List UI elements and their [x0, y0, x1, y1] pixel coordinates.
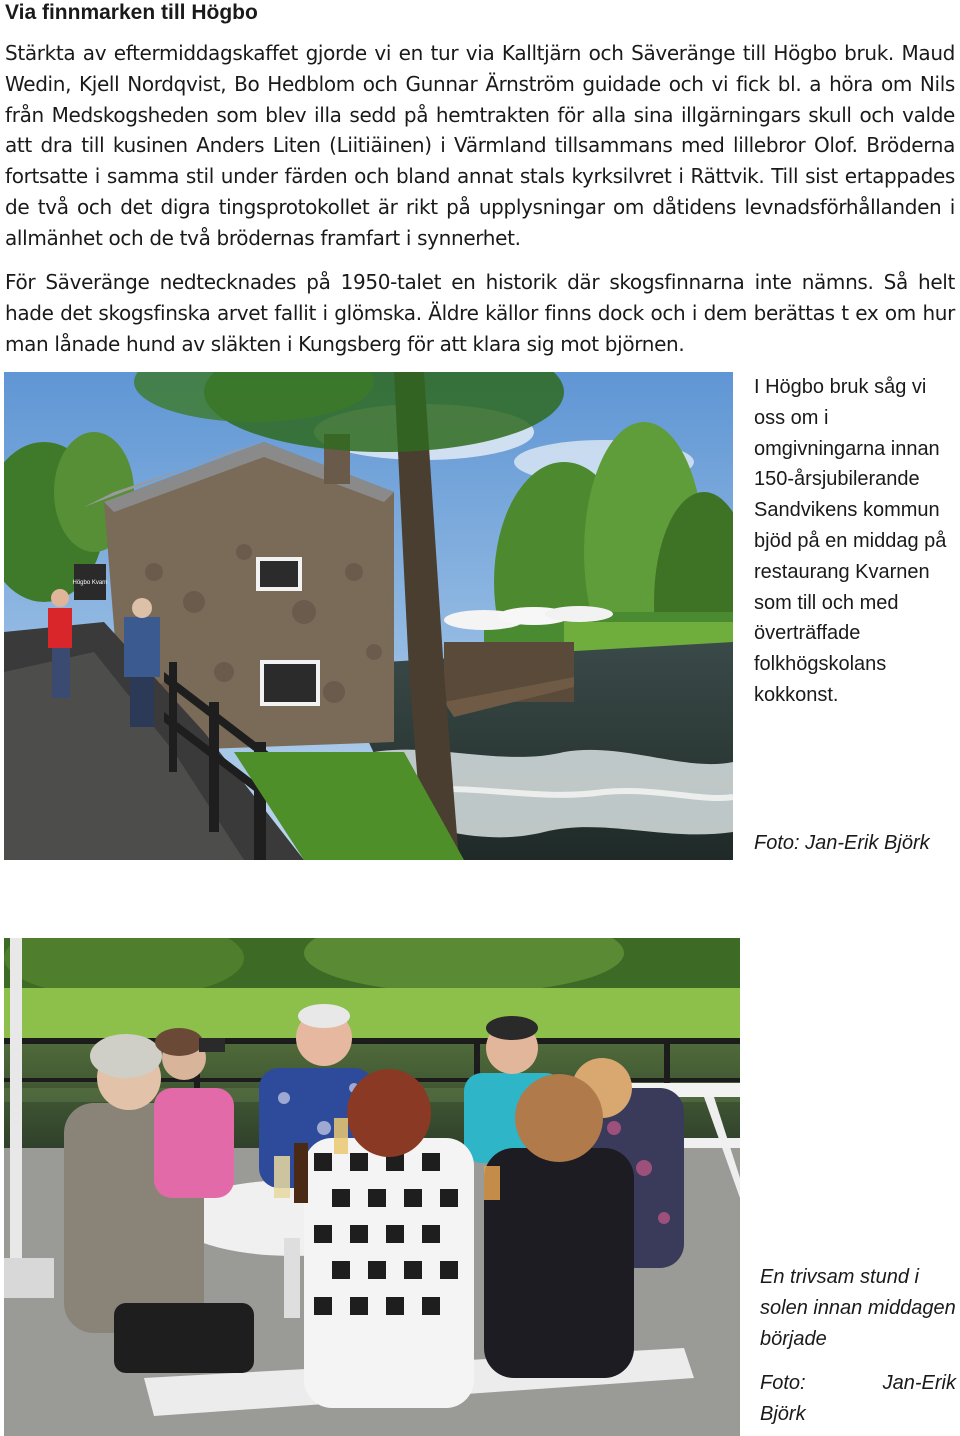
- group-photo-caption: En trivsam stund i solen innan middagen började: [760, 1266, 956, 1350]
- group-photo-credit-label: Foto:: [760, 1372, 806, 1394]
- article-heading: Via finnmarken till Högbo: [5, 1, 258, 24]
- article-paragraph-2: För Säveränge nedtecknades på 1950-talet en historik där skogsfinnarna inte nämns. Så helt hade det skogsfinska arvet fallit i glömska. Äldre källor finns dock och i dem berättas t ex om hur man lånade hund av släkten i Kungsberg för att klara sig mot björnen.: [5, 270, 955, 356]
- group-photo: [4, 938, 740, 1436]
- group-photo-credit-first: Jan-Erik: [882, 1372, 956, 1394]
- mill-photo: [4, 372, 733, 860]
- article-paragraph-1: Stärkta av eftermiddagskaffet gjorde vi en tur via Kalltjärn och Säveränge till Högbo bruk. Maud Wedin, Kjell Nordqvist, Bo Hedblom och Gunnar Ärnström guidade och vi fick bl. a höra om Nils från Medskogsheden som blev illa sedd på hemtrakten för alla sina illgärningars skull och valde att dra till kusinen Anders Liten (Liitiäinen) i Värmland tillsammans med lillebror Olof. Bröderna fortsatte i samma stil under färden och bland annat stals kyrksilvret i Rättvik. Till sist ertappades de två och det digra tingsprotokollet är rikt på upplysningar om dåtidens levnadsförhållanden i allmänhet och de två brödernas framfart i synnerhet.: [5, 41, 955, 250]
- group-photo-credit: [760, 1368, 956, 1430]
- group-photo-credit-last: Björk: [760, 1402, 806, 1425]
- mill-photo-caption: I Högbo bruk såg vi oss om i omgivningarna innan 150-årsjubilerande Sandvikens kommun bjöd på en middag på restaurang Kvarnen som till och med överträffade folkhögskolans kokkonst.: [754, 376, 947, 706]
- mill-photo-credit: Foto: Jan-Erik Björk: [754, 832, 930, 854]
- mill-sign: Högbo Kvarn: [72, 580, 108, 586]
